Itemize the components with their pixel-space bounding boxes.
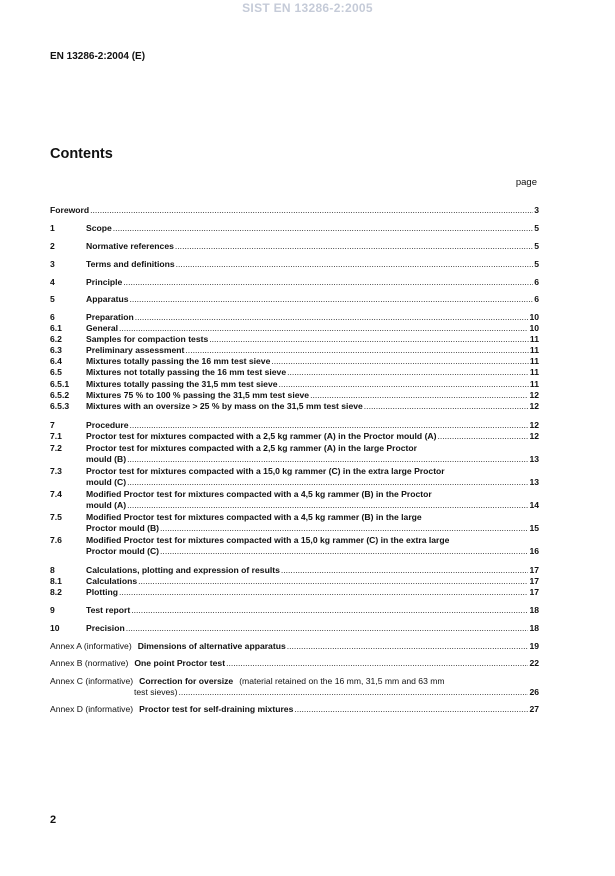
toc-entry-title: Mixtures totally passing the 16 mm test sieve: [86, 356, 271, 366]
toc-entry-number: 7.6: [50, 535, 62, 545]
toc-entry[interactable]: [50, 420, 539, 431]
toc-entry-title: Terms and definitions: [86, 259, 175, 269]
toc-leader: [160, 523, 528, 534]
toc-entry-title: Procedure: [86, 420, 129, 430]
toc-entry[interactable]: [50, 576, 539, 587]
toc-entry[interactable]: [50, 587, 539, 598]
watermark: SIST EN 13286-2:2005: [242, 1, 373, 15]
toc-entry-number: 9: [50, 605, 55, 615]
toc-entry-page: 17: [529, 576, 539, 586]
toc-entry-page: 5: [534, 241, 539, 251]
annex-title: Correction for oversize: [139, 676, 234, 686]
toc-entry[interactable]: [50, 565, 539, 576]
toc-entry-number: 8.2: [50, 587, 62, 597]
toc-entry-page: 15: [529, 522, 539, 533]
toc-entry-page: 16: [529, 545, 539, 556]
toc-entry-title: Principle: [86, 277, 123, 287]
toc-entry-title: Mixtures not totally passing the 16 mm test sieve: [86, 367, 287, 377]
toc-entry-page: 5: [534, 223, 539, 233]
toc-entry[interactable]: [50, 379, 539, 390]
toc-entry-page: 11: [529, 367, 539, 377]
toc-entry-title: Calculations, plotting and expression of results: [86, 565, 280, 575]
toc-entry-continuation: Proctor mould (C): [86, 545, 160, 556]
toc-entry[interactable]: [50, 431, 539, 442]
toc-entry-number: 6.5.2: [50, 390, 70, 400]
toc-entry-number: 6.1: [50, 323, 62, 333]
toc-leader: [135, 312, 529, 323]
toc-entry-number: 2: [50, 241, 55, 251]
toc-entry-title: Samples for compaction tests: [86, 334, 209, 344]
toc-entry[interactable]: [50, 489, 539, 510]
toc-entry[interactable]: [50, 334, 539, 345]
toc-leader: [130, 420, 529, 431]
toc-entry[interactable]: [50, 259, 539, 270]
toc-entry-title: Mixtures 75 % to 100 % passing the 31,5 mm test sieve: [86, 390, 310, 400]
toc-entry-number: 6.3: [50, 345, 62, 355]
toc-entry[interactable]: [50, 345, 539, 356]
toc-entry-page: 12: [529, 420, 539, 430]
annex-label: Annex C (informative): [50, 676, 134, 686]
toc-entry-title: Calculations: [86, 576, 138, 586]
annex-note: (material retained on the 16 mm, 31,5 mm and 63 mm: [239, 676, 445, 686]
toc-entry-page: 12: [529, 390, 539, 400]
toc-leader: [438, 431, 529, 442]
annex-title: Proctor test for self-draining mixtures: [139, 704, 294, 714]
toc-entry-number: 5: [50, 294, 55, 304]
toc-entry-title: Test report: [86, 605, 131, 615]
toc-leader: [127, 477, 528, 488]
toc-entry-page: 13: [529, 453, 539, 464]
toc-entry-page: 11: [529, 334, 539, 344]
page-column-label: page: [515, 177, 537, 188]
toc-entry-number: 7.3: [50, 466, 62, 476]
annex-title: One point Proctor test: [134, 658, 226, 668]
toc-entry-page: 10: [529, 312, 539, 322]
toc-entry-number: 7.2: [50, 443, 62, 453]
toc-leader: [287, 641, 529, 652]
toc-entry-page: 14: [529, 499, 539, 510]
toc-entry[interactable]: [50, 535, 539, 556]
toc-leader: [131, 605, 528, 616]
annex-entry[interactable]: [50, 658, 539, 669]
toc-entry-number: 3: [50, 259, 55, 269]
toc-entry-page: 26: [529, 686, 539, 697]
toc-entry-title: Modified Proctor test for mixtures compacted with a 4,5 kg rammer (B) in the Proctor: [86, 489, 432, 499]
toc-entry-page: 11: [529, 356, 539, 366]
toc-entry[interactable]: [50, 367, 539, 378]
toc-entry-page: 6: [534, 277, 539, 287]
toc-entry-title: Proctor test for mixtures compacted with a 2,5 kg rammer (A) in the large Proctor: [86, 443, 417, 453]
annex-label: Annex A (informative): [50, 641, 132, 651]
toc-entry-title: Proctor test for mixtures compacted with a 15,0 kg rammer (C) in the extra large Proctor: [86, 466, 445, 476]
toc-entry-number: 6: [50, 312, 55, 322]
toc-entry[interactable]: [50, 241, 539, 252]
toc-entry[interactable]: [50, 294, 539, 305]
toc-leader: [127, 454, 528, 465]
annex-entry[interactable]: [50, 704, 539, 715]
annex-entry[interactable]: [50, 676, 539, 697]
toc-entry-continuation: mould (B): [86, 453, 127, 464]
toc-entry-number: 6.5.3: [50, 401, 70, 411]
toc-leader: [119, 587, 528, 598]
toc-leader: [90, 205, 533, 216]
toc-entry[interactable]: [50, 443, 539, 464]
toc-entry-page: 17: [529, 565, 539, 575]
toc-entry[interactable]: [50, 623, 539, 634]
toc-entry-number: 8.1: [50, 576, 62, 586]
toc-leader: [123, 277, 533, 288]
toc-entry-number: 7.5: [50, 512, 62, 522]
toc-entry[interactable]: [50, 323, 539, 334]
toc-leader: [294, 704, 528, 715]
toc-entry[interactable]: [50, 512, 539, 533]
toc-entry-page: 27: [529, 704, 539, 714]
toc-entry-title: Plotting: [86, 587, 118, 597]
toc-entry-number: 6.2: [50, 334, 62, 344]
toc-leader: [175, 241, 533, 252]
document-id: EN 13286-2:2004 (E): [50, 51, 146, 62]
toc-entry-number: 1: [50, 223, 55, 233]
toc-entry-page: 22: [529, 658, 539, 668]
toc-entry-title: Foreword: [50, 205, 90, 215]
toc-entry-title: General: [86, 323, 119, 333]
toc-entry[interactable]: [50, 205, 539, 216]
toc-leader: [113, 223, 533, 234]
toc-entry-page: 11: [529, 345, 539, 355]
toc-leader: [226, 658, 528, 669]
toc-entry-page: 18: [529, 623, 539, 633]
toc-entry-number: 7: [50, 420, 55, 430]
page-number: 2: [50, 814, 57, 826]
toc-entry-continuation: mould (C): [86, 476, 127, 487]
toc-leader: [364, 401, 529, 412]
toc-entry-number: 10: [50, 623, 60, 633]
toc-leader: [310, 390, 528, 401]
toc-entry[interactable]: [50, 466, 539, 487]
toc-entry-title: Precision: [86, 623, 125, 633]
toc-leader: [209, 334, 529, 345]
toc-entry-page: 5: [534, 259, 539, 269]
toc-entry-continuation: mould (A): [86, 499, 127, 510]
toc-entry[interactable]: [50, 605, 539, 616]
toc-leader: [130, 294, 534, 305]
toc-entry-page: 10: [529, 323, 539, 333]
toc-entry-title: Preliminary assessment: [86, 345, 185, 355]
annex-label: Annex D (informative): [50, 704, 134, 714]
toc-entry-number: 8: [50, 565, 55, 575]
toc-entry-page: 12: [529, 431, 539, 441]
toc-leader: [178, 687, 528, 698]
toc-entry-continuation: Proctor mould (B): [86, 522, 160, 533]
toc-entry-title: Scope: [86, 223, 112, 233]
toc-entry[interactable]: [50, 401, 539, 412]
toc-leader: [119, 323, 528, 334]
toc-entry[interactable]: [50, 390, 539, 401]
toc-entry[interactable]: [50, 356, 539, 367]
toc-leader: [138, 576, 528, 587]
toc-entry-title: Modified Proctor test for mixtures compacted with a 15,0 kg rammer (C) in the extra large: [86, 535, 450, 545]
toc-entry-number: 6.4: [50, 356, 62, 366]
toc-leader: [271, 356, 529, 367]
toc-entry-title: Normative references: [86, 241, 174, 251]
toc-entry-title: Proctor test for mixtures compacted with a 2,5 kg rammer (A) in the Proctor mould (A): [86, 431, 437, 441]
toc-leader: [281, 565, 529, 576]
annex-label: Annex B (normative): [50, 658, 129, 668]
toc-entry-number: 6.5: [50, 367, 62, 377]
annex-entry[interactable]: [50, 641, 539, 652]
toc-entry-title: Preparation: [86, 312, 134, 322]
toc-leader: [279, 379, 529, 390]
toc-entry-page: 12: [529, 401, 539, 411]
toc-entry-number: 4: [50, 277, 55, 287]
toc-entry-page: 6: [534, 294, 539, 304]
toc-entry-page: 11: [529, 379, 539, 389]
toc-entry-title: Mixtures with an oversize > 25 % by mass on the 31,5 mm test sieve: [86, 401, 363, 411]
toc-entry[interactable]: [50, 223, 539, 234]
toc-entry[interactable]: [50, 277, 539, 288]
toc-entry-page: 17: [529, 587, 539, 597]
toc-leader: [176, 259, 534, 270]
toc-entry-page: 19: [529, 641, 539, 651]
toc-leader: [160, 546, 528, 557]
toc-leader: [287, 367, 529, 378]
toc-leader: [126, 623, 529, 634]
annex-continuation: test sieves): [134, 686, 178, 697]
annex-title: Dimensions of alternative apparatus: [137, 641, 286, 651]
toc-leader: [127, 500, 528, 511]
toc-entry-page: 3: [534, 205, 539, 215]
page-title: Contents: [50, 146, 113, 162]
toc-entry-number: 6.5.1: [50, 379, 70, 389]
toc-entry-page: 13: [529, 476, 539, 487]
toc-entry-page: 18: [529, 605, 539, 615]
toc-entry[interactable]: [50, 312, 539, 323]
toc-leader: [185, 345, 528, 356]
toc-entry-title: Apparatus: [86, 294, 129, 304]
toc-entry-title: Mixtures totally passing the 31,5 mm test sieve: [86, 379, 278, 389]
toc-entry-number: 7.1: [50, 431, 62, 441]
toc-entry-title: Modified Proctor test for mixtures compacted with a 4,5 kg rammer (B) in the large: [86, 512, 422, 522]
toc-entry-number: 7.4: [50, 489, 62, 499]
